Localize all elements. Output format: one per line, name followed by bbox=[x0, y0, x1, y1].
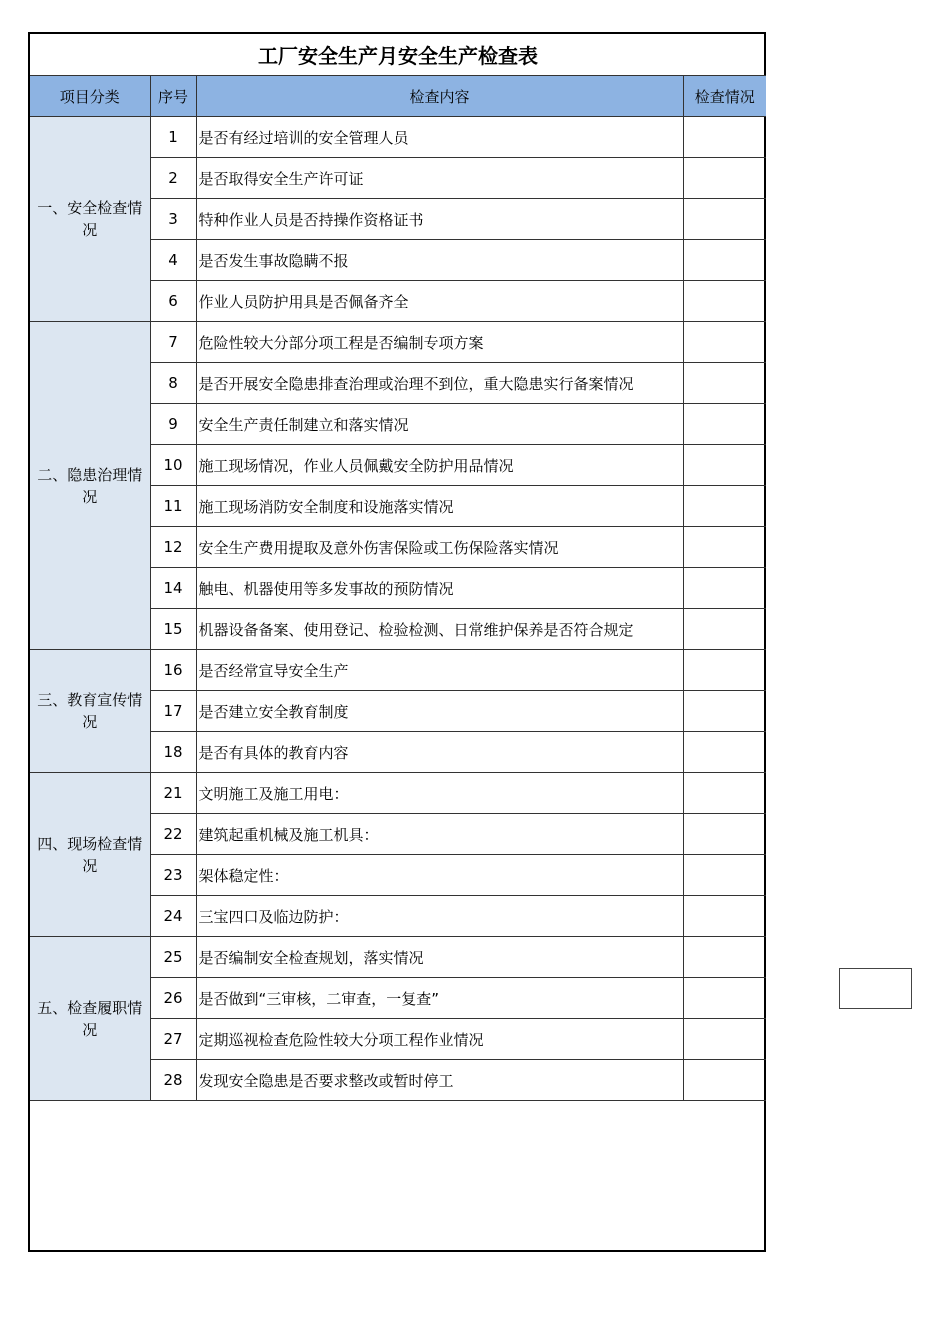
row-number: 3 bbox=[150, 199, 196, 240]
row-number: 21 bbox=[150, 773, 196, 814]
check-status-cell[interactable] bbox=[683, 896, 766, 937]
check-status-cell[interactable] bbox=[683, 978, 766, 1019]
check-item: 施工现场消防安全制度和设施落实情况 bbox=[196, 486, 683, 527]
row-number: 26 bbox=[150, 978, 196, 1019]
check-item: 作业人员防护用具是否佩备齐全 bbox=[196, 281, 683, 322]
check-item: 文明施工及施工用电： bbox=[196, 773, 683, 814]
check-item: 三宝四口及临边防护： bbox=[196, 896, 683, 937]
check-status-cell[interactable] bbox=[683, 199, 766, 240]
checklist-sheet bbox=[28, 32, 766, 1252]
row-number: 22 bbox=[150, 814, 196, 855]
header-number: 序号 bbox=[150, 76, 196, 117]
header-category: 项目分类 bbox=[30, 76, 150, 117]
header-status: 检查情况 bbox=[683, 76, 766, 117]
row-number: 10 bbox=[150, 445, 196, 486]
check-item: 是否做到“三审核，二审查，一复查” bbox=[196, 978, 683, 1019]
check-item: 发现安全隐患是否要求整改或暂时停工 bbox=[196, 1060, 683, 1101]
row-number: 1 bbox=[150, 117, 196, 158]
check-status-cell[interactable] bbox=[683, 937, 766, 978]
row-number: 2 bbox=[150, 158, 196, 199]
row-number: 28 bbox=[150, 1060, 196, 1101]
check-status-cell[interactable] bbox=[683, 773, 766, 814]
check-status-cell[interactable] bbox=[683, 404, 766, 445]
row-number: 9 bbox=[150, 404, 196, 445]
check-status-cell[interactable] bbox=[683, 158, 766, 199]
check-item: 是否发生事故隐瞒不报 bbox=[196, 240, 683, 281]
row-number: 15 bbox=[150, 609, 196, 650]
check-item: 是否经常宣导安全生产 bbox=[196, 650, 683, 691]
check-status-cell[interactable] bbox=[683, 609, 766, 650]
check-item: 是否建立安全教育制度 bbox=[196, 691, 683, 732]
row-number: 17 bbox=[150, 691, 196, 732]
row-number: 6 bbox=[150, 281, 196, 322]
table-row bbox=[30, 773, 766, 814]
category-cell: 五、检查履职情况 bbox=[30, 937, 150, 1101]
category-cell: 一、安全检查情况 bbox=[30, 117, 150, 322]
row-number: 27 bbox=[150, 1019, 196, 1060]
header-content: 检查内容 bbox=[196, 76, 683, 117]
check-item: 特种作业人员是否持操作资格证书 bbox=[196, 199, 683, 240]
remarks-area[interactable] bbox=[30, 1101, 764, 1259]
category-cell: 二、隐患治理情况 bbox=[30, 322, 150, 650]
category-cell: 四、现场检查情况 bbox=[30, 773, 150, 937]
check-item: 是否开展安全隐患排查治理或治理不到位，重大隐患实行备案情况 bbox=[196, 363, 683, 404]
check-item: 是否有具体的教育内容 bbox=[196, 732, 683, 773]
check-status-cell[interactable] bbox=[683, 855, 766, 896]
table-row bbox=[30, 937, 766, 978]
row-number: 16 bbox=[150, 650, 196, 691]
check-status-cell[interactable] bbox=[683, 527, 766, 568]
check-status-cell[interactable] bbox=[683, 732, 766, 773]
check-item: 安全生产责任制建立和落实情况 bbox=[196, 404, 683, 445]
check-status-cell[interactable] bbox=[683, 117, 766, 158]
check-status-cell[interactable] bbox=[683, 240, 766, 281]
row-number: 23 bbox=[150, 855, 196, 896]
check-status-cell[interactable] bbox=[683, 486, 766, 527]
header-row bbox=[30, 76, 766, 117]
table-row bbox=[30, 117, 766, 158]
check-status-cell[interactable] bbox=[683, 691, 766, 732]
check-item: 触电、机器使用等多发事故的预防情况 bbox=[196, 568, 683, 609]
row-number: 18 bbox=[150, 732, 196, 773]
category-cell: 三、教育宣传情况 bbox=[30, 650, 150, 773]
check-item: 是否有经过培训的安全管理人员 bbox=[196, 117, 683, 158]
row-number: 25 bbox=[150, 937, 196, 978]
check-status-cell[interactable] bbox=[683, 363, 766, 404]
check-status-cell[interactable] bbox=[683, 322, 766, 363]
row-number: 14 bbox=[150, 568, 196, 609]
check-item: 安全生产费用提取及意外伤害保险或工伤保险落实情况 bbox=[196, 527, 683, 568]
row-number: 12 bbox=[150, 527, 196, 568]
check-item: 是否取得安全生产许可证 bbox=[196, 158, 683, 199]
row-number: 7 bbox=[150, 322, 196, 363]
row-number: 11 bbox=[150, 486, 196, 527]
checklist-table bbox=[30, 34, 766, 1101]
check-status-cell[interactable] bbox=[683, 568, 766, 609]
check-item: 是否编制安全检查规划，落实情况 bbox=[196, 937, 683, 978]
page-title: 工厂安全生产月安全生产检查表 bbox=[30, 34, 766, 76]
row-number: 8 bbox=[150, 363, 196, 404]
check-item: 架体稳定性： bbox=[196, 855, 683, 896]
table-row bbox=[30, 322, 766, 363]
row-number: 4 bbox=[150, 240, 196, 281]
check-item: 建筑起重机械及施工机具： bbox=[196, 814, 683, 855]
check-item: 定期巡视检查危险性较大分项工程作业情况 bbox=[196, 1019, 683, 1060]
side-empty-cell[interactable] bbox=[839, 968, 912, 1009]
check-item: 机器设备备案、使用登记、检验检测、日常维护保养是否符合规定 bbox=[196, 609, 683, 650]
check-status-cell[interactable] bbox=[683, 281, 766, 322]
check-item: 危险性较大分部分项工程是否编制专项方案 bbox=[196, 322, 683, 363]
row-number: 24 bbox=[150, 896, 196, 937]
check-status-cell[interactable] bbox=[683, 650, 766, 691]
check-status-cell[interactable] bbox=[683, 1019, 766, 1060]
table-row bbox=[30, 650, 766, 691]
check-item: 施工现场情况，作业人员佩戴安全防护用品情况 bbox=[196, 445, 683, 486]
check-status-cell[interactable] bbox=[683, 445, 766, 486]
check-status-cell[interactable] bbox=[683, 1060, 766, 1101]
check-status-cell[interactable] bbox=[683, 814, 766, 855]
